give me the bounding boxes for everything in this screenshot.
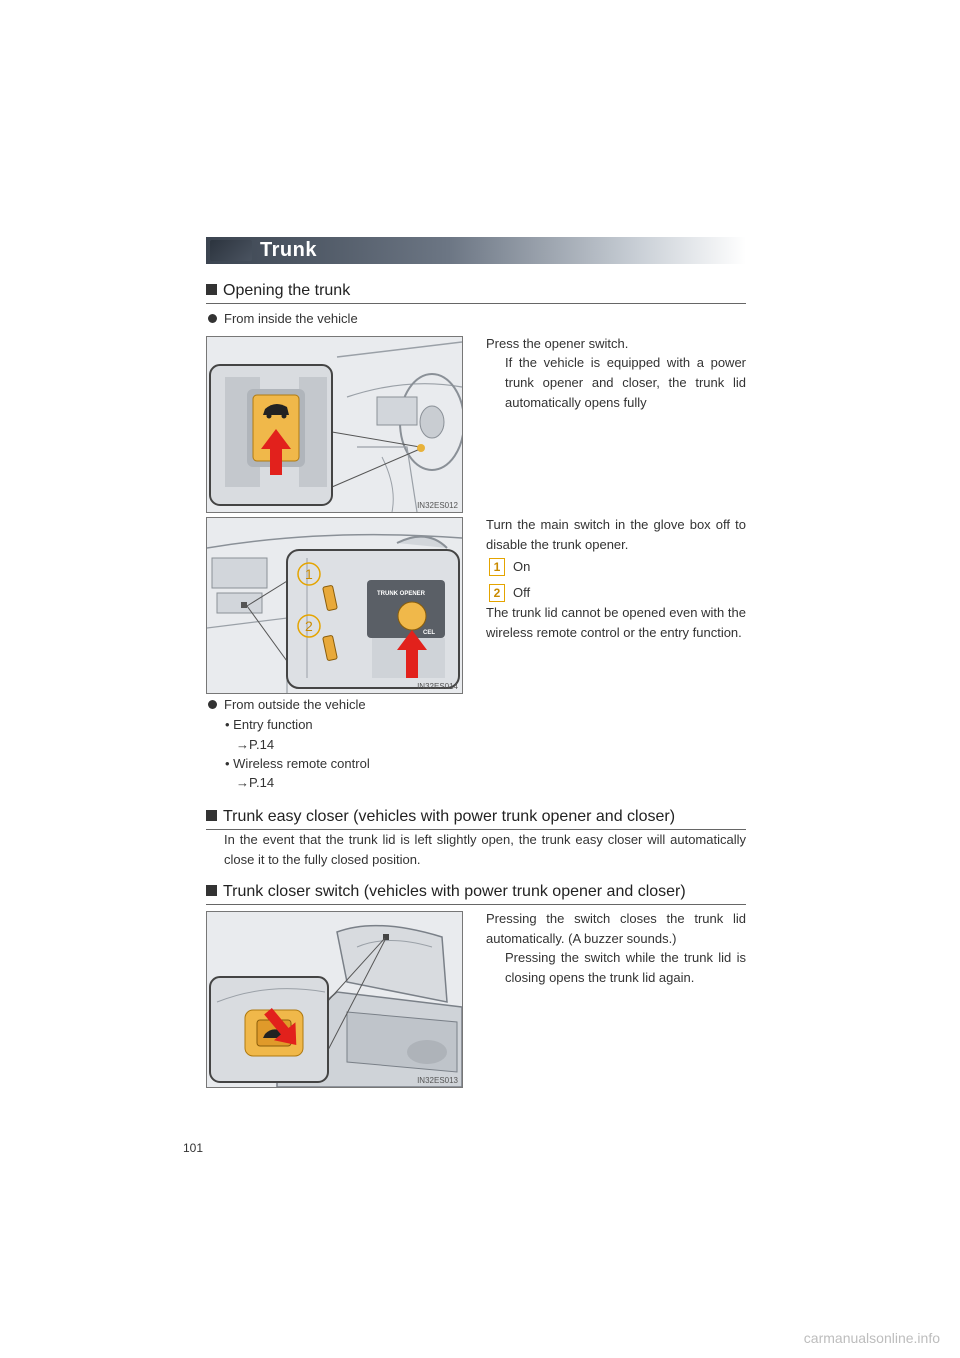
section-heading-opening: Opening the trunk [206,282,746,304]
section-heading-easy-closer: Trunk easy closer (vehicles with power trunk opener and closer) [206,808,746,830]
number-badge: 1 [489,558,505,576]
main-switch-instruction: Turn the main switch in the glove box off to disable the trunk opener. [486,517,746,552]
figure-code: IN32ES012 [417,501,458,510]
watermark: carmanualsonline.info [803,1330,940,1346]
bullet-outside-vehicle: From outside the vehicle [208,697,366,712]
round-bullet-icon [208,314,217,323]
svg-text:2: 2 [305,618,313,634]
wireless-remote-ref[interactable]: →P.14 [236,775,275,790]
page-number: 101 [183,1141,204,1155]
entry-function-ref[interactable]: →P.14 [236,737,275,752]
list-item-on: 1 On [489,557,530,577]
svg-text:1: 1 [305,566,313,582]
opener-switch-illustration [207,337,462,512]
section-heading-closer-switch: Trunk closer switch (vehicles with power trunk opener and closer) [206,883,746,905]
figure-code: IN32ES013 [417,1076,458,1085]
number-badge: 2 [489,584,505,602]
figure-code: IN32ES014 [417,682,458,691]
closer-switch-illustration [207,912,462,1087]
figure-main-switch [206,517,463,694]
entry-function-label: • Entry function [225,717,313,732]
wireless-remote-label: • Wireless remote control [225,756,370,771]
press-instruction: Press the opener switch. [486,336,629,351]
main-switch-illustration [207,518,462,693]
figure-closer-switch [206,911,463,1088]
square-bullet-icon [206,810,217,821]
closer-switch-note: Pressing the switch while the trunk lid is closing opens the trunk lid again. [505,950,746,985]
switch-label-top: TRUNK OPENER [377,591,426,597]
title-banner [206,237,746,264]
bullet-inside-vehicle: From inside the vehicle [208,311,358,326]
figure-opener-switch [206,336,463,513]
closer-switch-text: Pressing the switch closes the trunk lid automatically. (A buzzer sounds.) [486,911,746,946]
disable-note: The trunk lid cannot be opened even with the wireless remote control or the entry function. [486,605,746,640]
banner-tab [210,240,252,261]
switch-label-bottom: CEL [423,630,435,636]
round-bullet-icon [208,700,217,709]
page-title: Trunk [260,239,317,261]
list-item-off: 2 Off [489,583,530,603]
square-bullet-icon [206,284,217,295]
easy-closer-text: In the event that the trunk lid is left slightly open, the trunk easy closer will automatically close it to the fully closed position. [224,832,746,867]
press-note: If the vehicle is equipped with a power trunk opener and closer, the trunk lid automatically opens fully [505,355,746,410]
square-bullet-icon [206,885,217,896]
